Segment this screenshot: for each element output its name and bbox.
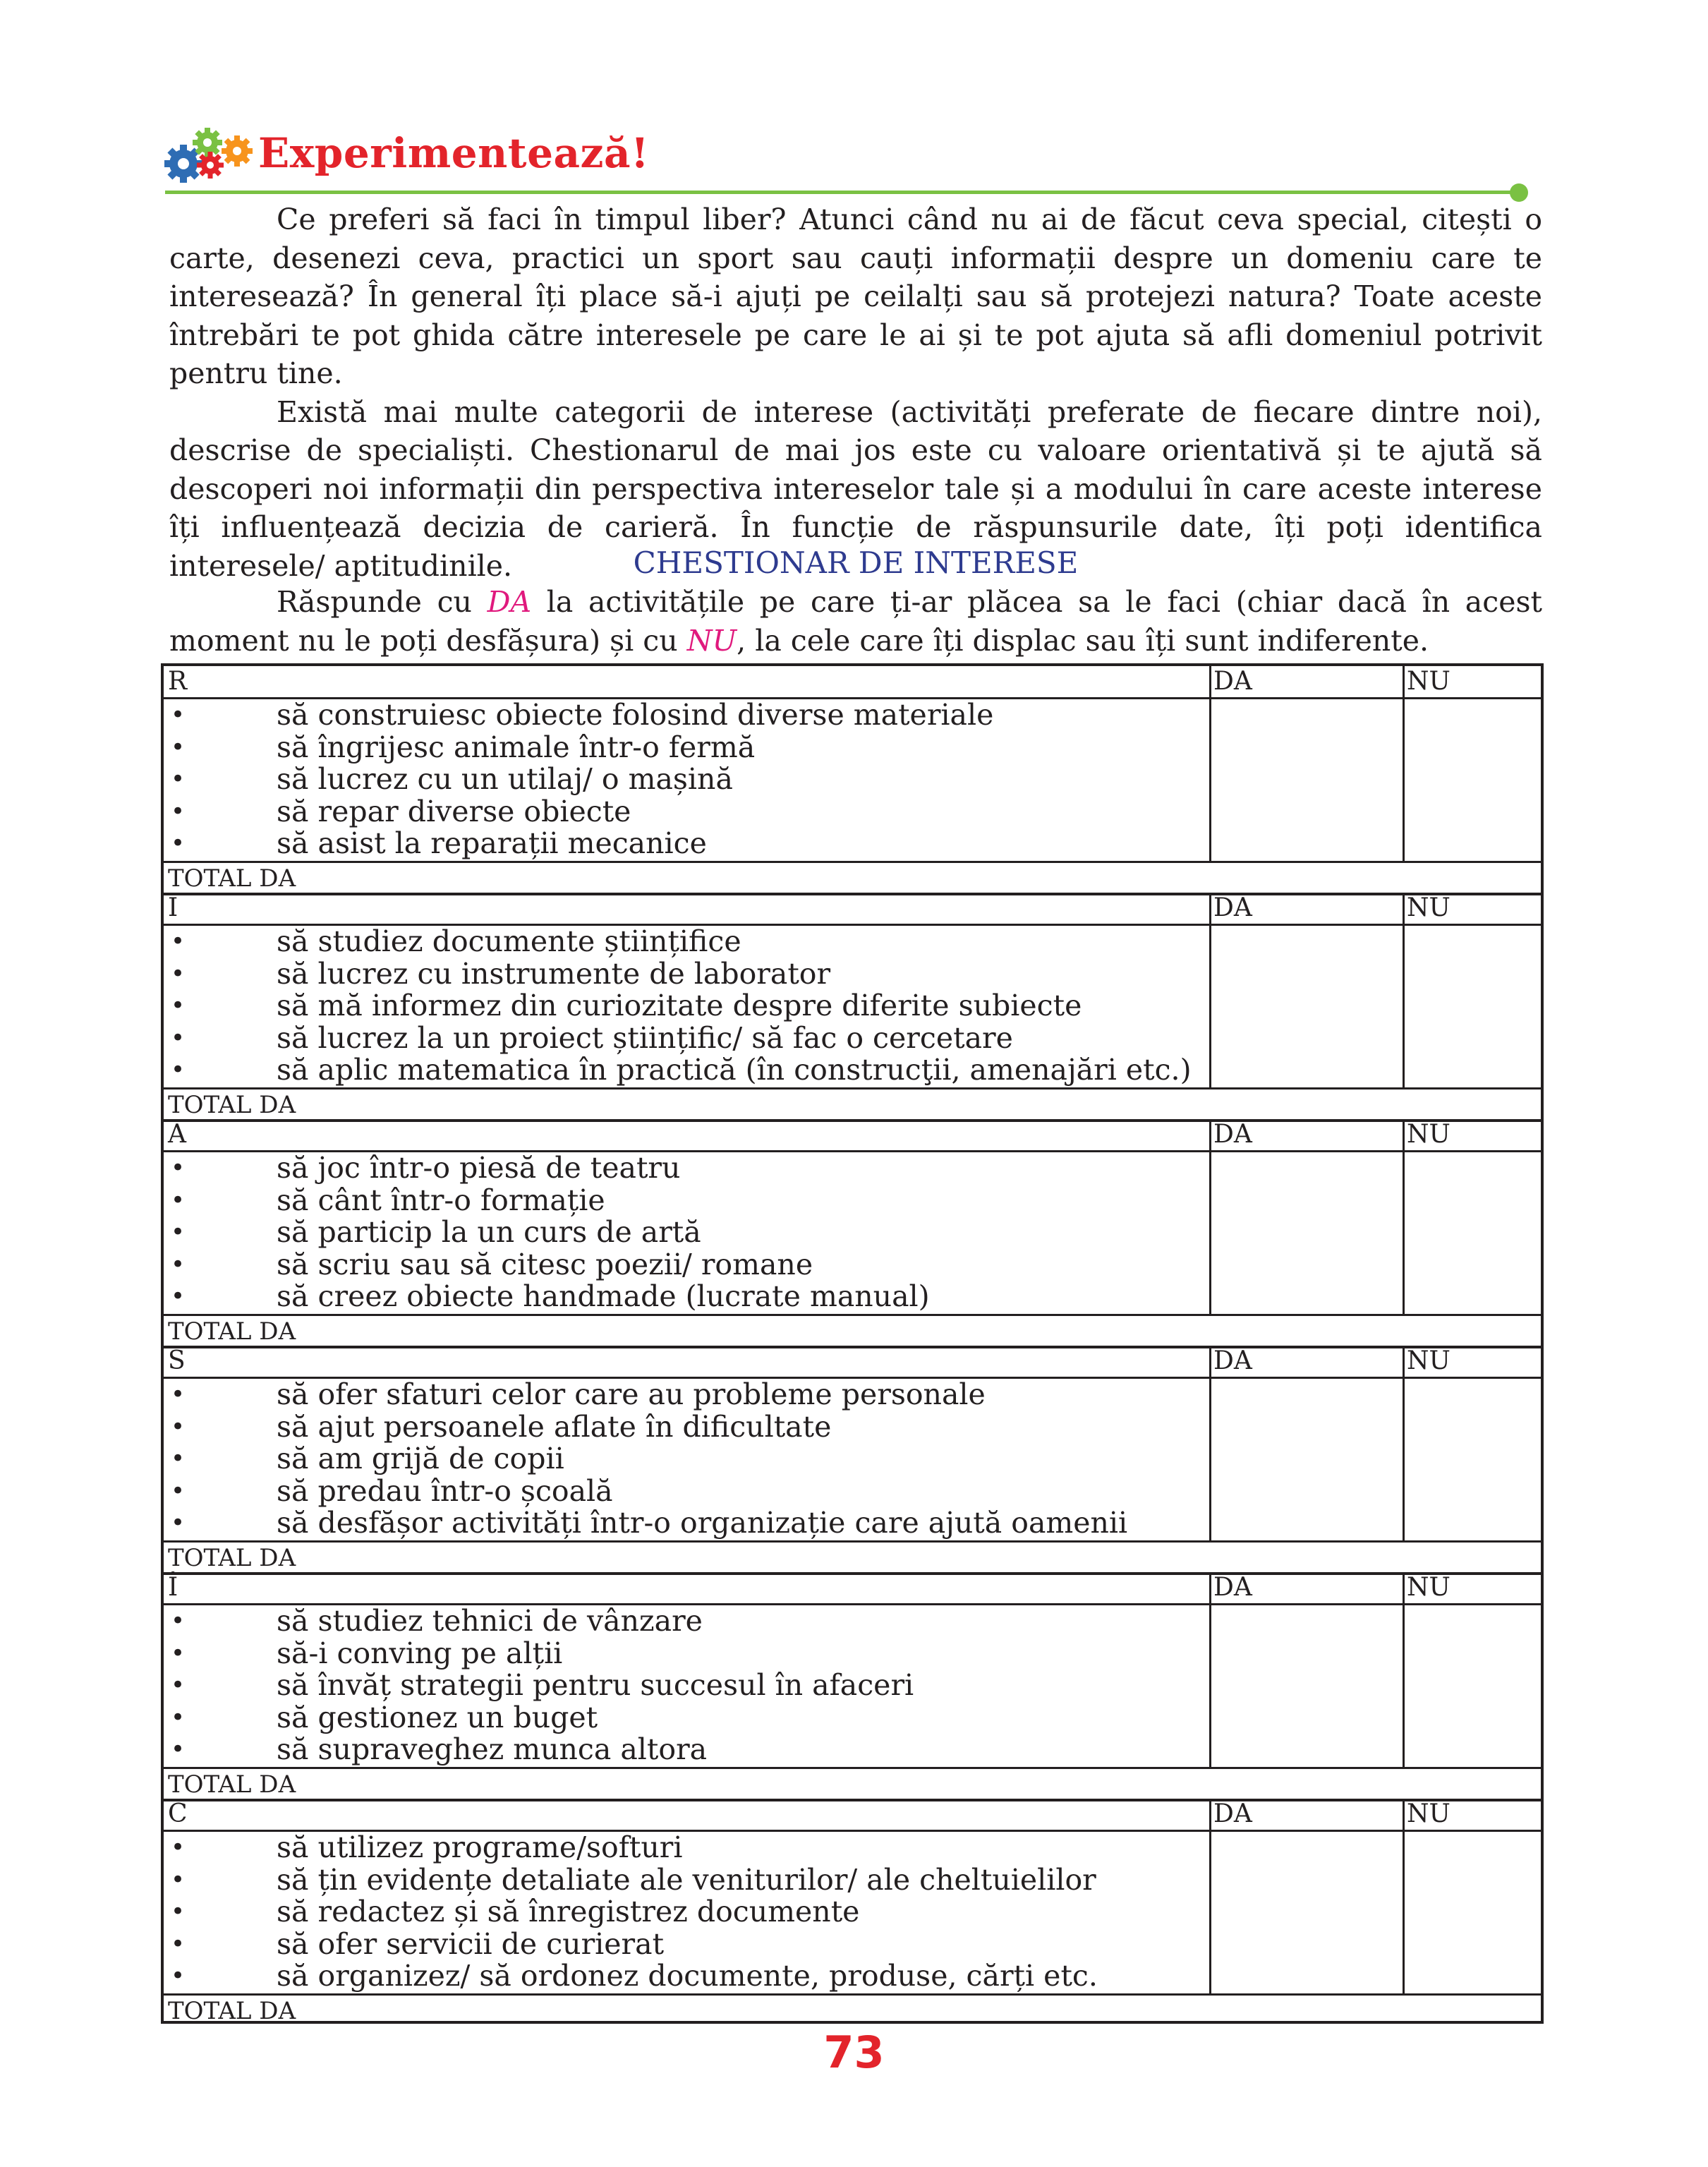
activity-text: să predau într-o școală xyxy=(277,1473,613,1508)
activity-item xyxy=(164,1896,1208,1928)
activity-text: să-i conving pe alții xyxy=(277,1636,563,1670)
da-answer-cell[interactable] xyxy=(1211,926,1403,1087)
activity-text: să am grijă de copii xyxy=(277,1442,564,1476)
section-code: C xyxy=(168,1799,188,1828)
section-header-row xyxy=(164,1799,1541,1832)
nu-answer-cell[interactable] xyxy=(1405,1832,1542,1993)
total-da-label: TOTAL DA xyxy=(168,1091,296,1119)
activity-text: să organizez/ să ordonez documente, produse, cărți etc. xyxy=(277,1959,1098,1993)
title-underline xyxy=(165,191,1518,194)
column-divider xyxy=(1403,1119,1405,1150)
activity-item xyxy=(164,1507,1208,1540)
activity-text: să desfășor activități într-o organizație care ajută oamenii xyxy=(277,1506,1128,1540)
activity-list xyxy=(164,926,1208,1087)
bullet-icon: • xyxy=(171,1380,186,1408)
column-nu-label: NU xyxy=(1407,893,1450,922)
activity-item xyxy=(164,1443,1208,1475)
activity-item xyxy=(164,1411,1208,1444)
activity-item xyxy=(164,1281,1208,1313)
instr-text-1: Răspunde cu xyxy=(277,585,487,619)
activity-item xyxy=(164,763,1208,796)
bullet-icon: • xyxy=(171,1282,186,1311)
column-nu-label: NU xyxy=(1407,667,1450,696)
da-answer-cell[interactable] xyxy=(1211,1605,1403,1767)
column-nu-label: NU xyxy=(1407,1120,1450,1149)
bullet-icon: • xyxy=(171,991,186,1020)
bullet-icon: • xyxy=(171,1154,186,1182)
section-header-row xyxy=(164,893,1541,926)
column-da-label: DA xyxy=(1213,1346,1252,1375)
column-divider xyxy=(1403,666,1405,697)
activity-item xyxy=(164,1670,1208,1702)
total-da-row[interactable] xyxy=(164,1769,1541,1801)
column-divider xyxy=(1209,1346,1211,1377)
interest-section xyxy=(164,1572,1541,1799)
activity-text: să construiesc obiecte folosind diverse materiale xyxy=(277,698,994,732)
bullet-icon: • xyxy=(171,1735,186,1764)
section-items-row xyxy=(164,1605,1541,1769)
title-underline-dot xyxy=(1510,183,1528,202)
activity-list xyxy=(164,1605,1208,1766)
section-header-row xyxy=(164,1119,1541,1152)
column-divider xyxy=(1209,1572,1211,1603)
nu-answer-cell[interactable] xyxy=(1405,1152,1542,1314)
activity-list xyxy=(164,699,1208,860)
activity-text: să studiez documente științifice xyxy=(277,924,741,958)
activity-item xyxy=(164,1832,1208,1864)
section-items-row xyxy=(164,1152,1541,1316)
bullet-icon: • xyxy=(171,959,186,988)
section-header xyxy=(164,127,1546,198)
da-answer-cell[interactable] xyxy=(1211,699,1403,861)
section-code: I xyxy=(168,893,178,922)
bullet-icon: • xyxy=(171,1509,186,1538)
bullet-icon: • xyxy=(171,1056,186,1085)
bullet-icon: • xyxy=(171,829,186,858)
activity-text: să mă informez din curiozitate despre diferite subiecte xyxy=(277,989,1082,1023)
activity-item xyxy=(164,732,1208,764)
total-da-label: TOTAL DA xyxy=(168,1317,296,1346)
activity-item xyxy=(164,1475,1208,1508)
total-da-label: TOTAL DA xyxy=(168,1997,296,2025)
activity-item xyxy=(164,1960,1208,1993)
activity-item xyxy=(164,1152,1208,1185)
bullet-icon: • xyxy=(171,1444,186,1473)
interest-section xyxy=(164,1346,1541,1572)
total-da-label: TOTAL DA xyxy=(168,1770,296,1799)
section-code: S xyxy=(168,1346,186,1375)
bullet-icon: • xyxy=(171,1185,186,1214)
activity-item xyxy=(164,1022,1208,1055)
bullet-icon: • xyxy=(171,1865,186,1894)
bullet-icon: • xyxy=(171,1638,186,1667)
da-answer-cell[interactable] xyxy=(1211,1832,1403,1993)
bullet-icon: • xyxy=(171,1607,186,1635)
bullet-icon: • xyxy=(171,1833,186,1861)
total-da-row[interactable] xyxy=(164,1316,1541,1348)
questionnaire-title: CHESTIONAR DE INTERESE xyxy=(633,545,1079,580)
activity-item xyxy=(164,1379,1208,1411)
da-answer-cell[interactable] xyxy=(1211,1379,1403,1540)
activity-item xyxy=(164,1864,1208,1897)
activity-text: să utilizez programe/softuri xyxy=(277,1830,683,1864)
bullet-icon: • xyxy=(171,797,186,826)
activity-text: să lucrez la un proiect științific/ să fac o cercetare xyxy=(277,1020,1013,1055)
activity-text: să țin evidențe detaliate ale veniturilor/ ale cheltuielilor xyxy=(277,1862,1096,1897)
activity-text: să redactez și să înregistrez documente xyxy=(277,1895,860,1929)
column-divider xyxy=(1403,893,1405,924)
activity-list xyxy=(164,1832,1208,1993)
activity-item xyxy=(164,1702,1208,1734)
column-divider xyxy=(1209,1119,1211,1150)
activity-text: să creez obiecte handmade (lucrate manual) xyxy=(277,1279,930,1314)
activity-text: să ofer sfaturi celor care au probleme personale xyxy=(277,1377,986,1411)
bullet-icon: • xyxy=(171,1250,186,1279)
page-number: 73 xyxy=(823,2027,885,2078)
instr-text-2: la activitățile pe care ți-ar plăcea sa le faci (chiar dacă în acest moment nu le poți desfășura) și cu xyxy=(169,585,1542,658)
activity-item xyxy=(164,958,1208,991)
activity-item xyxy=(164,1185,1208,1217)
questionnaire-instructions xyxy=(169,583,1542,660)
interest-section xyxy=(164,666,1541,893)
activity-list xyxy=(164,1152,1208,1313)
activity-text: să învăț strategii pentru succesul în afaceri xyxy=(277,1668,914,1703)
activity-text: să lucrez cu un utilaj/ o mașină xyxy=(277,762,733,797)
bullet-icon: • xyxy=(171,1218,186,1247)
bullet-icon: • xyxy=(171,1962,186,1991)
total-da-label: TOTAL DA xyxy=(168,864,296,893)
bullet-icon: • xyxy=(171,1412,186,1441)
activity-text: să particip la un curs de artă xyxy=(277,1215,701,1250)
total-da-row[interactable] xyxy=(164,1543,1541,1575)
column-nu-label: NU xyxy=(1407,1346,1450,1375)
section-header-row xyxy=(164,1346,1541,1379)
activity-text: să lucrez cu instrumente de laborator xyxy=(277,956,831,991)
activity-text: să scriu sau să citesc poezii/ romane xyxy=(277,1247,813,1281)
section-items-row xyxy=(164,1832,1541,1996)
column-divider xyxy=(1403,1572,1405,1603)
instr-nu: NU xyxy=(686,623,737,658)
activity-text: să studiez tehnici de vânzare xyxy=(277,1604,703,1638)
bullet-icon: • xyxy=(171,1703,186,1732)
nu-answer-cell[interactable] xyxy=(1405,699,1542,861)
bullet-icon: • xyxy=(171,701,186,729)
activity-item xyxy=(164,1928,1208,1961)
activity-text: să îngrijesc animale într-o fermă xyxy=(277,730,756,764)
instr-text-3: , la cele care îți displac sau îți sunt indiferente. xyxy=(737,623,1429,658)
total-da-row[interactable] xyxy=(164,1089,1541,1122)
column-divider xyxy=(1209,666,1211,697)
bullet-icon: • xyxy=(171,1897,186,1926)
section-code: A xyxy=(168,1120,186,1149)
da-answer-cell[interactable] xyxy=(1211,1152,1403,1314)
column-divider xyxy=(1403,1799,1405,1830)
intro-text xyxy=(169,200,1542,585)
column-nu-label: NU xyxy=(1407,1573,1450,1602)
column-da-label: DA xyxy=(1213,1120,1252,1149)
total-da-row[interactable] xyxy=(164,863,1541,895)
interest-section xyxy=(164,1799,1541,2025)
activity-text: să joc într-o piesă de teatru xyxy=(277,1151,681,1185)
instr-da: DA xyxy=(487,585,532,619)
section-code: R xyxy=(168,667,188,696)
activity-text: să aplic matematica în practică (în construcţii, amenajări etc.) xyxy=(277,1053,1192,1087)
column-da-label: DA xyxy=(1213,667,1252,696)
intro-paragraph-1: Ce preferi să faci în timpul liber? Atunci când nu ai de făcut ceva special, citești o carte, desenezi ceva, practici un sport sau cauți informații despre un domeniu care te interesează? În general îți place să-i ajuți pe ceilalți sau să protejezi natura? Toate aceste întrebări te pot ghida către interesele pe care le ai și te pot ajuta să afli domeniul potrivit pentru tine. xyxy=(169,203,1542,390)
bullet-icon: • xyxy=(171,1929,186,1958)
activity-text: să asist la reparații mecanice xyxy=(277,826,707,861)
interest-section xyxy=(164,1119,1541,1346)
bullet-icon: • xyxy=(171,927,186,955)
activity-text: să gestionez un buget xyxy=(277,1700,598,1734)
activity-item xyxy=(164,1217,1208,1249)
total-da-label: TOTAL DA xyxy=(168,1544,296,1572)
interest-section xyxy=(164,893,1541,1119)
activity-list xyxy=(164,1379,1208,1540)
gears-icon xyxy=(164,127,255,183)
activity-item xyxy=(164,1605,1208,1638)
bullet-icon: • xyxy=(171,1671,186,1700)
questionnaire-table xyxy=(161,663,1544,2024)
activity-text: să supraveghez munca altora xyxy=(277,1732,708,1767)
section-code: Î xyxy=(168,1573,178,1602)
column-divider xyxy=(1209,893,1211,924)
column-da-label: DA xyxy=(1213,1573,1252,1602)
activity-item xyxy=(164,828,1208,860)
activity-item xyxy=(164,796,1208,828)
activity-item xyxy=(164,1249,1208,1281)
nu-answer-cell[interactable] xyxy=(1405,1379,1542,1540)
section-items-row xyxy=(164,1379,1541,1543)
activity-item xyxy=(164,699,1208,732)
column-da-label: DA xyxy=(1213,1799,1252,1828)
column-divider xyxy=(1403,1346,1405,1377)
section-title: Experimentează! xyxy=(258,129,650,177)
column-nu-label: NU xyxy=(1407,1799,1450,1828)
intro-paragraph-2: Există mai multe categorii de interese (activități preferate de fiecare dintre noi), descrise de specialiști. Chestionarul de mai jos este cu valoare orientativă și te ajută să descoperi noi informații din perspectiva intereselor tale și a modului în care aceste interese îți influențează decizia de carieră. În funcție de răspunsurile date, îți poți identifica interesele/ aptitudinile. xyxy=(169,394,1542,583)
bullet-icon: • xyxy=(171,1476,186,1505)
column-divider xyxy=(1209,1799,1211,1830)
activity-item xyxy=(164,1638,1208,1670)
section-items-row xyxy=(164,699,1541,863)
activity-text: să ofer servicii de curierat xyxy=(277,1926,665,1961)
section-items-row xyxy=(164,926,1541,1089)
section-header-row xyxy=(164,666,1541,699)
total-da-row[interactable] xyxy=(164,1996,1541,2025)
activity-item xyxy=(164,926,1208,958)
activity-text: să ajut persoanele aflate în dificultate xyxy=(277,1409,832,1444)
activity-item xyxy=(164,1734,1208,1766)
nu-answer-cell[interactable] xyxy=(1405,926,1542,1087)
section-header-row xyxy=(164,1572,1541,1605)
activity-text: să cânt într-o formație xyxy=(277,1183,605,1217)
activity-item xyxy=(164,1054,1208,1087)
nu-answer-cell[interactable] xyxy=(1405,1605,1542,1767)
column-da-label: DA xyxy=(1213,893,1252,922)
activity-text: să repar diverse obiecte xyxy=(277,794,631,828)
bullet-icon: • xyxy=(171,732,186,761)
activity-item xyxy=(164,990,1208,1022)
bullet-icon: • xyxy=(171,765,186,794)
bullet-icon: • xyxy=(171,1023,186,1052)
